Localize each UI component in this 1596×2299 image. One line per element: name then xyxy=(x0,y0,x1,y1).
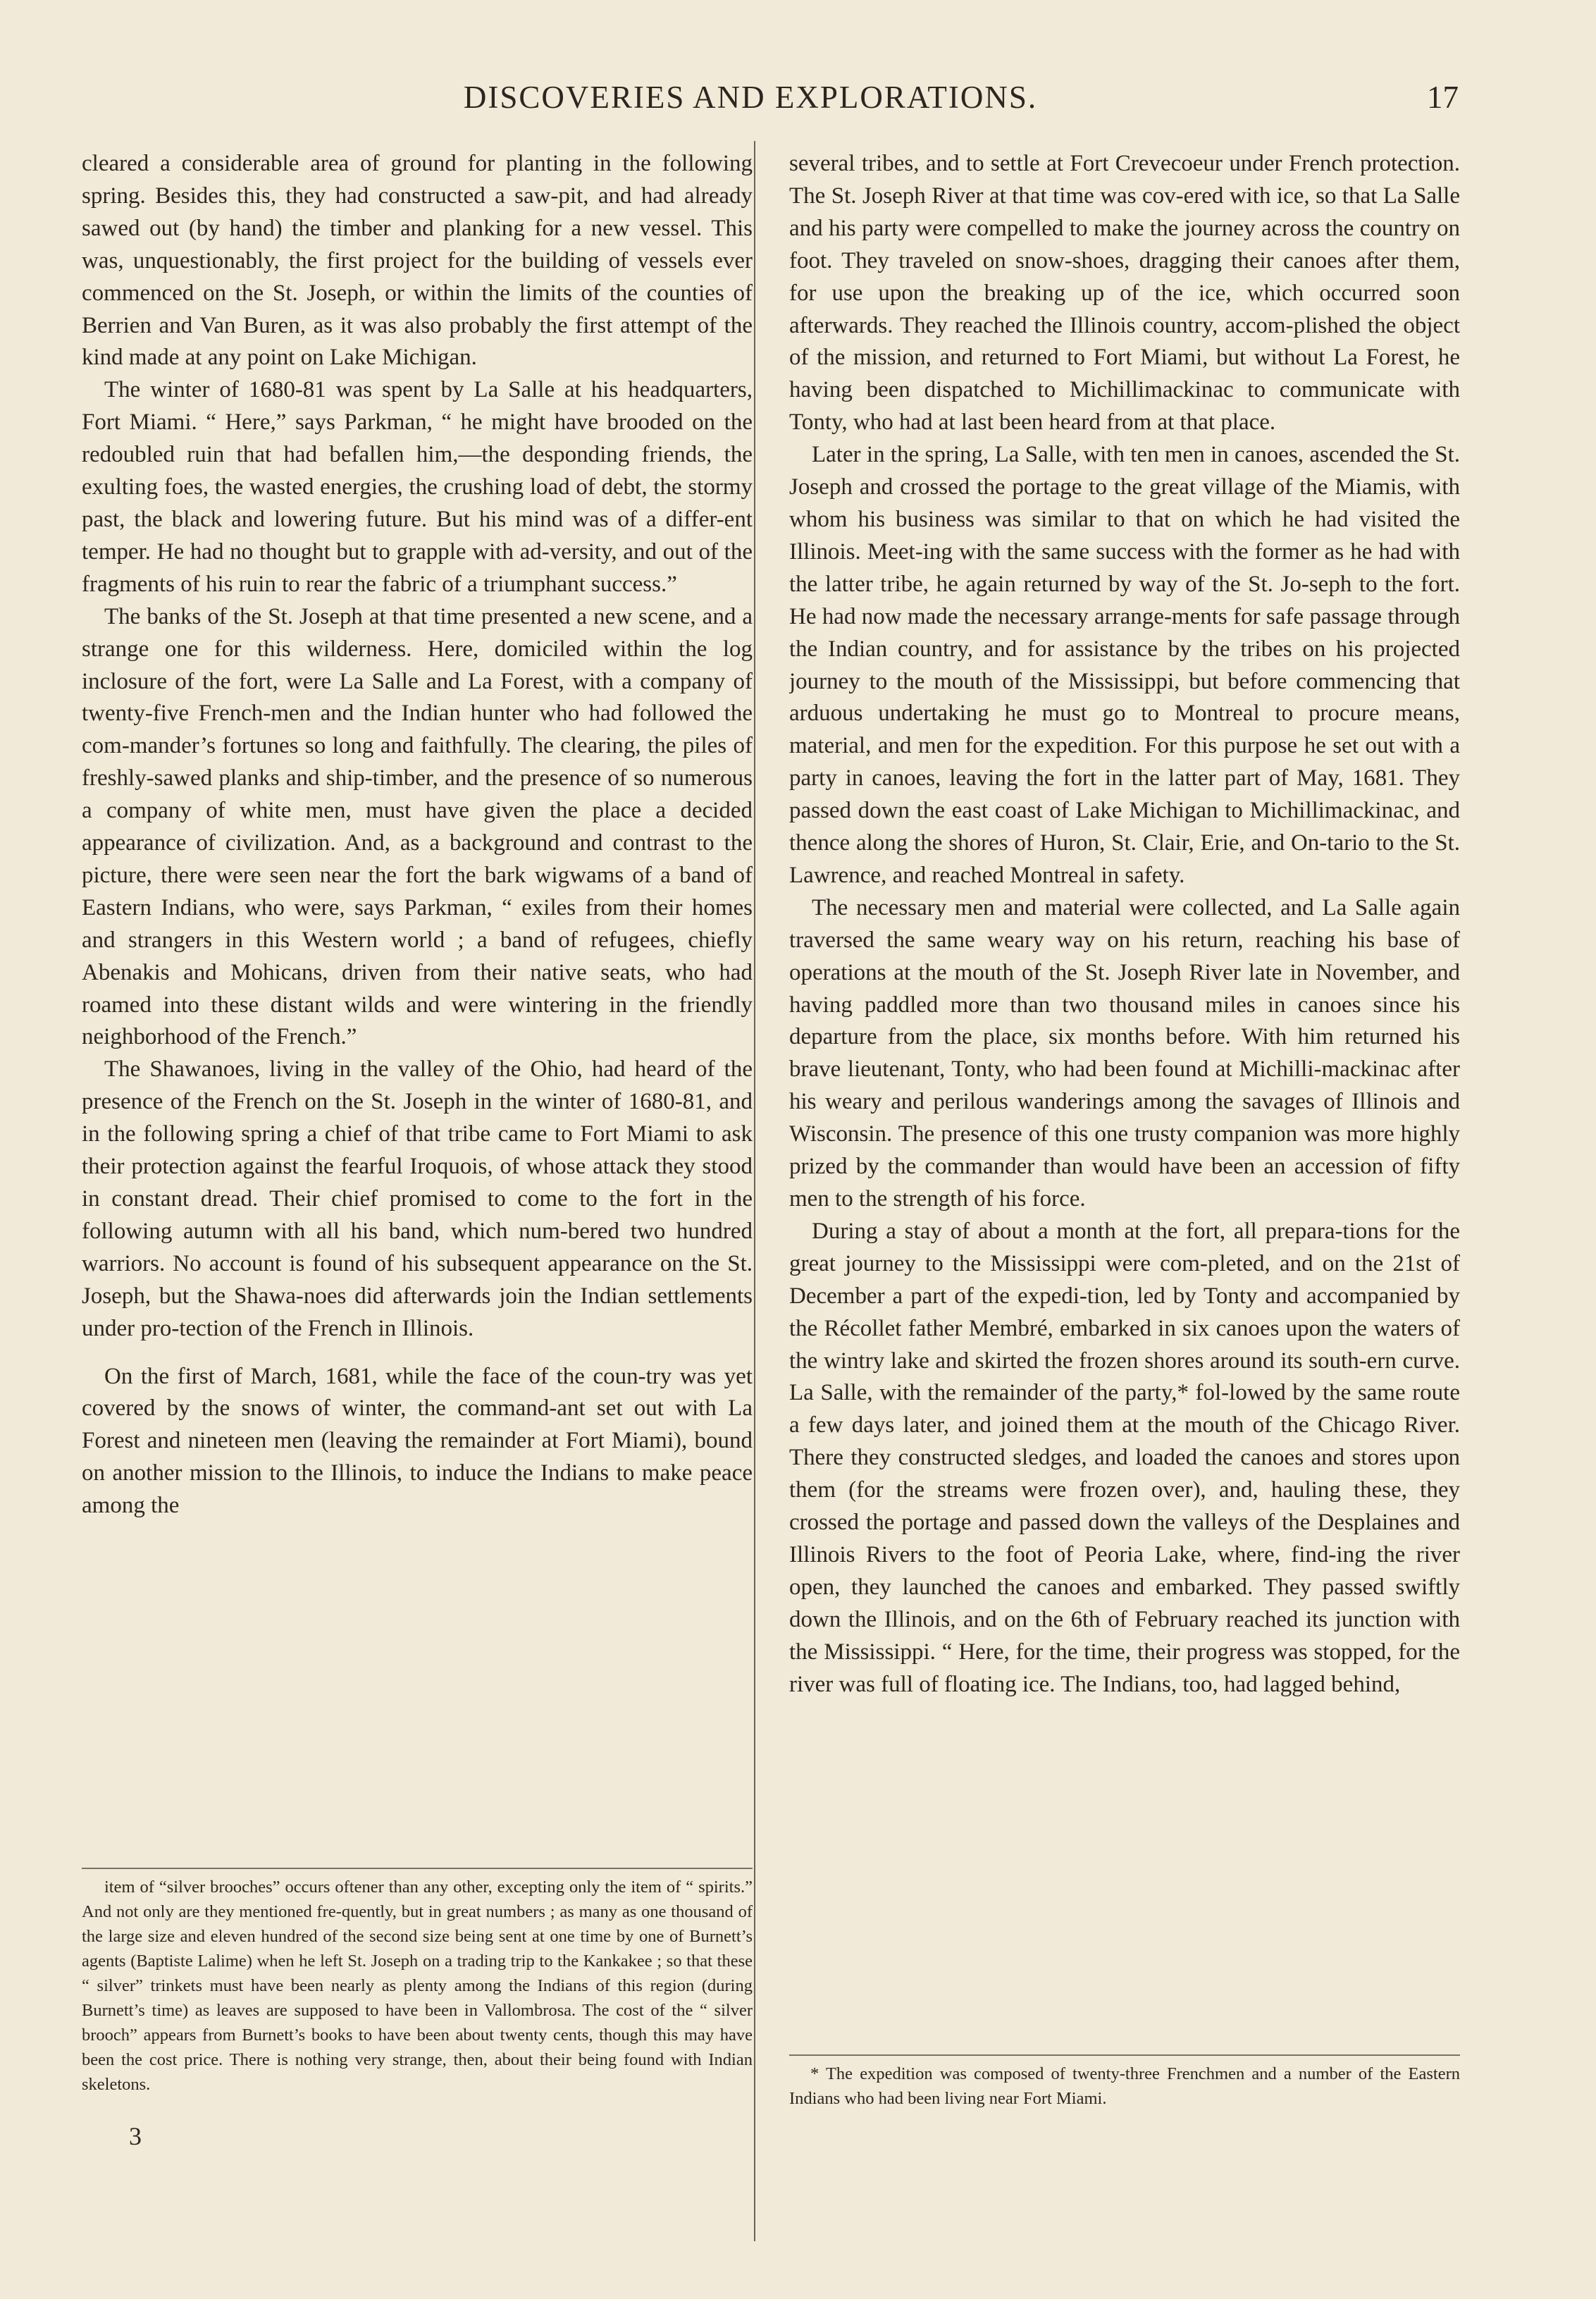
left-column-body xyxy=(82,148,753,1868)
paragraph: On the first of March, 1681, while the face of the coun-try was yet covered by the snows of winter, the command-ant set out with La Forest and nineteen men (leaving the remainder at Fort Miami), bound on another mission to the Illinois, to induce the Indians to make peace among the xyxy=(82,1363,753,1519)
paragraph: Later in the spring, La Salle, with ten men in canoes, ascended the St. Joseph and crossed the portage to the great village of the Miamis, with whom his business was similar to that on which he had visited the Illinois. Meet-ing with the same success with the former as he had with the latter tribe, he again returned by way of the St. Jo-seph to the fort. He had now made the necessary arrange-ments for safe passage through the Indian country, and for assistance by the tribes on his projected journey to the mouth of the Mississippi, but before commencing that arduous undertaking he must go to Montreal to procure means, material, and men for the expedition. For this purpose he set out with a party in canoes, leaving the fort in the latter part of May, 1681. They passed down the east coast of Lake Michigan to Michillimackinac, and thence along the shores of Huron, St. Clair, Erie, and On-tario to the St. Lawrence, and reached Montreal in safety. xyxy=(789,442,1460,888)
right-column-body xyxy=(789,148,1460,2054)
column-divider xyxy=(754,141,755,2241)
footnote-rule xyxy=(82,1868,753,1869)
paragraph: several tribes, and to settle at Fort Crevecoeur under French protection. The St. Joseph River at that time was cov-ered with ice, so that La Salle and his party were compelled to make the journey across the country on foot. They traveled on snow-shoes, dragging their canoes after them, for use upon the breaking up of the ice, which occurred soon afterwards. They reached the Illinois country, accom-plished the object of the mission, and returned to Fort Miami, but without La Forest, he having been dispatched to Michillimackinac to communicate with Tonty, who had at last been heard from at that place. xyxy=(789,151,1460,436)
paragraph: The winter of 1680-81 was spent by La Salle at his headquarters, Fort Miami. “ Here,” says Parkman, “ he might have brooded on the redoubled ruin that had befallen him,—the desponding friends, the exulting foes, the wasted energies, the crushing load of debt, the stormy past, the black and lowering future. But his mind was of a differ-ent temper. He had no thought but to grapple with ad-versity, and out of the fragments of his ruin to rear the fabric of a triumphant success.” xyxy=(82,377,753,597)
right-column xyxy=(789,148,1460,2111)
paragraph: During a stay of about a month at the fort, all prepara-tions for the great journey to the Mississippi were com-pleted, and on the 21st of December a part of the expedi-tion, led by Tonty and accompanied by the Récollet father Membré, embarked in six canoes upon the waters of the wintry lake and skirted the frozen shores around its south-ern curve. La Salle, with the remainder of the party,* fol-lowed by the same route a few days later, and joined them at the mouth of the Chicago River. There they constructed sledges, and loaded the canoes and stores upon them (for the streams were frozen over), and, hauling these, they crossed the portage and passed down the valleys of the Desplaines and Illinois Rivers to the foot of Peoria Lake, where, find-ing the river open, they launched the canoes and embarked. They passed swiftly down the Illinois, and on the 6th of February reached its junction with the Mississippi. “ Here, for the time, their progress was stopped, for the river was full of floating ice. The Indians, too, had lagged behind, xyxy=(789,1218,1460,1697)
paragraph: The necessary men and material were collected, and La Salle again traversed the same weary way on his return, reaching his base of operations at the mouth of the St. Joseph River late in November, and having paddled more than two thousand miles in canoes since his departure from the place, six months before. With him returned his brave lieutenant, Tonty, who had been found at Michilli-mackinac after his weary and perilous wanderings among the savages of Illinois and Wisconsin. The presence of this one trusty companion was more highly prized by the commander than would have been an accession of fifty men to the strength of his force. xyxy=(789,894,1460,1212)
left-column xyxy=(82,148,753,2097)
footnote: item of “silver brooches” occurs oftener than any other, excepting only the item of “ spirits.” And not only are they mentioned fre-quently, but in great numbers ; as many as one thousand of the large size and eleven hundred of the second size being sent at one time by one of Burnett’s agents (Baptiste Lalime) when he left St. Joseph on a trading trip to the Kankakee ; so that these “ silver” trinkets must have been nearly as plenty among the Indians of this region (during Burnett’s time) as leaves are supposed to have been in Vallombrosa. The cost of the “ silver brooch” appears from Burnett’s books to have been about twenty cents, though this may have been the cost price. There is nothing very strange, then, about their being found with Indian skeletons. xyxy=(82,1878,753,2094)
paragraph: cleared a considerable area of ground for planting in the following spring. Besides this, they had constructed a saw-pit, and had already sawed out (by hand) the timber and planking for a new vessel. This was, unquestionably, the first project for the building of vessels ever commenced on the St. Joseph, or within the limits of the counties of Berrien and Van Buren, as it was also probably the first attempt of the kind made at any point on Lake Michigan. xyxy=(82,151,753,371)
paragraph: The Shawanoes, living in the valley of the Ohio, had heard of the presence of the French on the St. Joseph in the winter of 1680-81, and in the following spring a chief of that tribe came to Fort Miami to ask their protection against the fearful Iroquois, of whose attack they stood in constant dread. Their chief promised to come to the fort in the following autumn with all his band, which num-bered two hundred warriors. No account is found of his subsequent appearance on the St. Joseph, but the Shawa-noes did afterwards join the Indian settlements under pro-tection of the French in Illinois. xyxy=(82,1056,753,1341)
page-number: 17 xyxy=(1427,80,1459,115)
page-header xyxy=(42,73,1459,123)
signature-mark: 3 xyxy=(129,2122,142,2150)
footnote: * The expedition was composed of twenty-three Frenchmen and a number of the Eastern Indians who had been living near Fort Miami. xyxy=(789,2064,1460,2108)
footnote-rule xyxy=(789,2054,1460,2056)
paragraph: The banks of the St. Joseph at that time presented a new scene, and a strange one for this wilderness. Here, domiciled within the log inclosure of the fort, were La Salle and La Forest, with a company of twenty-five French-men and the Indian hunter who had followed the com-mander’s fortunes so long and faithfully. The clearing, the piles of freshly-sawed planks and ship-timber, and the presence of so numerous a company of white men, must have given the place a decided appearance of civilization. And, as a background and contrast to the picture, there were seen near the fort the bark wigwams of a band of Eastern Indians, who were, says Parkman, “ exiles from their homes and strangers in this Western world ; a band of refugees, chiefly Abenakis and Mohicans, driven from their native seats, who had roamed into these distant wilds and were wintering in the friendly neighborhood of the French.” xyxy=(82,603,753,1050)
running-title: DISCOVERIES AND EXPLORATIONS. xyxy=(463,80,1038,115)
